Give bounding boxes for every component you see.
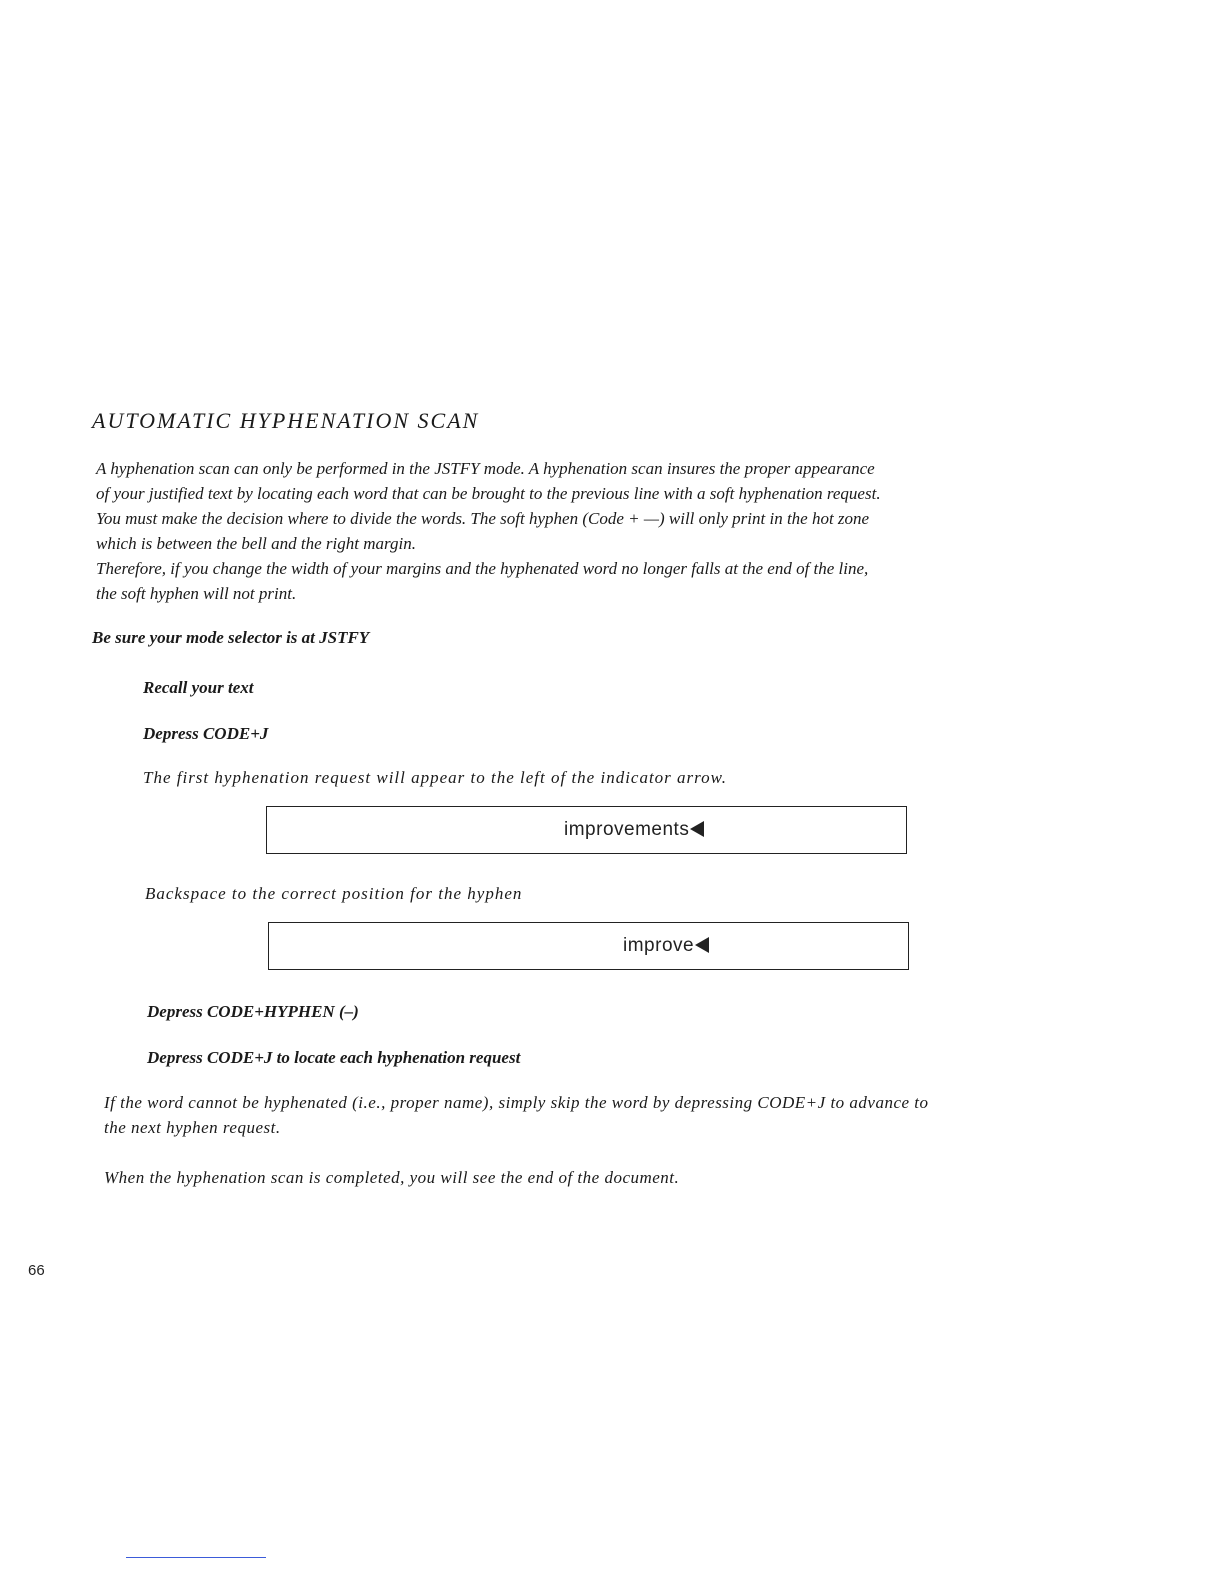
skip-word-note <box>104 1090 929 1140</box>
intro-line: A hyphenation scan can only be performed in the JSTFY mode. A hyphenation scan insures the proper appearance <box>96 459 875 478</box>
depress-code-j-step: Depress CODE+J <box>143 724 269 743</box>
display-text <box>623 935 709 957</box>
intro-line: Therefore, if you change the width of your margins and the hyphenated word no longer falls at the end of the line, <box>96 559 869 578</box>
intro-line: the soft hyphen will not print. <box>96 584 297 603</box>
skip-note-line: If the word cannot be hyphenated (i.e., proper name), simply skip the word by depressing CODE+J to advance to <box>104 1093 929 1112</box>
backspace-note: Backspace to the correct position for the hyphen <box>145 884 523 903</box>
mode-selector-instruction: Be sure your mode selector is at JSTFY <box>92 628 370 647</box>
indicator-arrow-icon <box>695 937 709 953</box>
intro-line: which is between the bell and the right margin. <box>96 534 416 553</box>
display-window-improve <box>268 922 909 970</box>
display-word: improve <box>623 935 695 956</box>
first-request-note: The first hyphenation request will appear to the left of the indicator arrow. <box>143 768 727 787</box>
indicator-arrow-icon <box>690 821 704 837</box>
display-word: improvements <box>564 819 690 840</box>
section-title: AUTOMATIC HYPHENATION SCAN <box>92 408 480 433</box>
skip-note-line: the next hyphen request. <box>104 1118 281 1137</box>
intro-line: of your justified text by locating each word that can be brought to the previous line with a soft hyphenation request. <box>96 484 881 503</box>
intro-paragraph <box>96 456 1096 606</box>
display-window-improvements <box>266 806 907 854</box>
intro-line: You must make the decision where to divide the words. The soft hyphen (Code + —) will only print in the hot zone <box>96 509 870 528</box>
footer-rule <box>126 1557 266 1558</box>
depress-code-hyphen-step: Depress CODE+HYPHEN (–) <box>147 1002 359 1021</box>
recall-text-step: Recall your text <box>143 678 254 697</box>
depress-code-j-locate-step: Depress CODE+J to locate each hyphenation request <box>147 1048 521 1067</box>
page-number: 66 <box>28 1262 45 1279</box>
completion-note: When the hyphenation scan is completed, you will see the end of the document. <box>104 1168 680 1187</box>
display-text <box>564 819 704 841</box>
